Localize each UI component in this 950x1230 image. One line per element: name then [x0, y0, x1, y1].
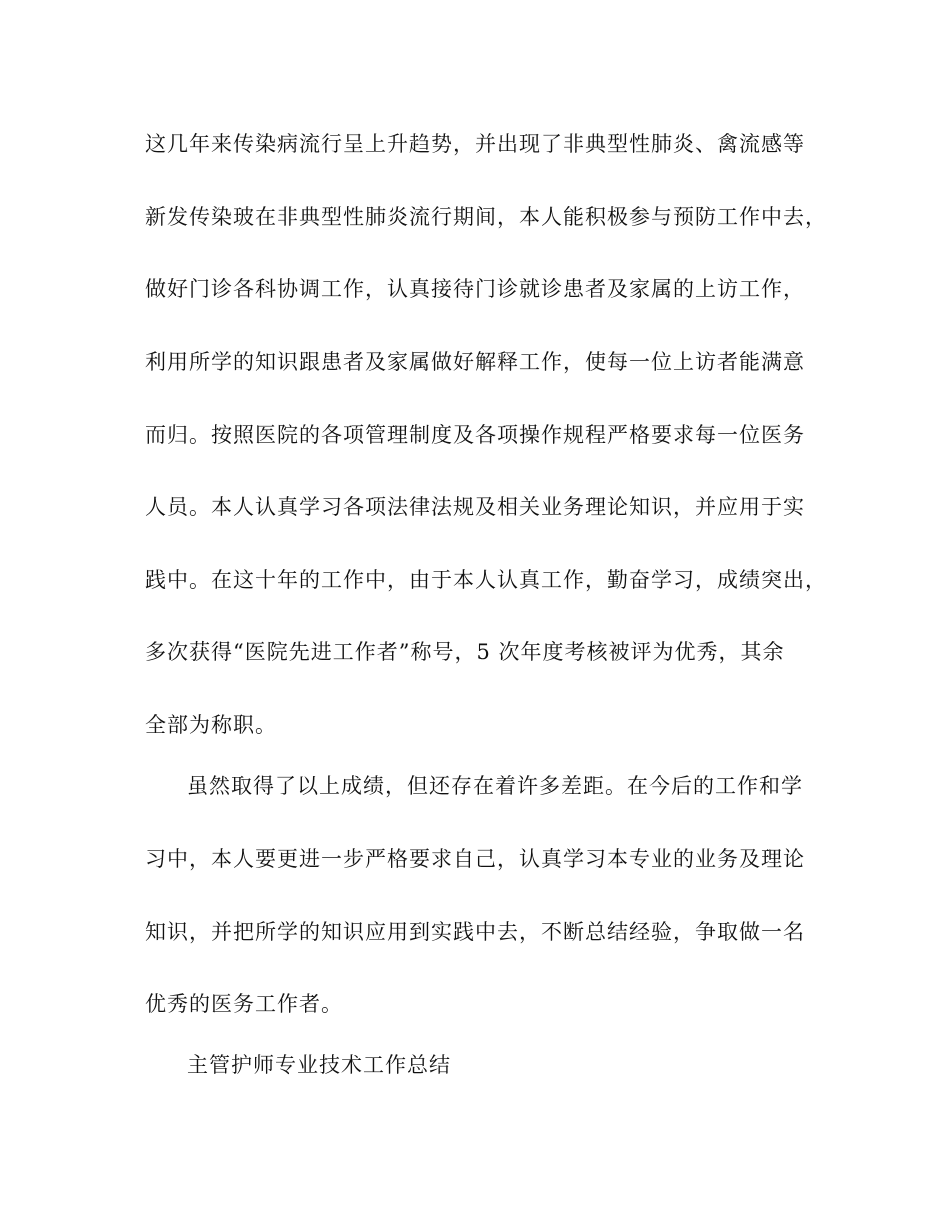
body-text-line: 这几年来传染病流行呈上升趋势，并出现了非典型性肺炎、禽流感等	[145, 132, 805, 156]
body-text-line: 利用所学的知识跟患者及家属做好解释工作，使每一位上访者能满意	[145, 350, 805, 374]
body-text-line: 践中。在这十年的工作中，由于本人认真工作，勤奋学习，成绩突出，	[145, 568, 827, 592]
body-text-line: 全部为称职。	[145, 713, 277, 737]
body-text-line: 习中，本人要更进一步严格要求自己，认真学习本专业的业务及理论	[145, 847, 805, 871]
body-text-line: 新发传染玻在非典型性肺炎流行期间，本人能积极参与预防工作中去，	[145, 205, 827, 229]
body-text-line: 优秀的医务工作者。	[145, 992, 343, 1016]
body-text-line: 虽然取得了以上成绩，但还存在着许多差距。在今后的工作和学	[187, 774, 803, 798]
body-text-line: 多次获得“医院先进工作者”称号，5 次年度考核被评为优秀，其余	[145, 640, 785, 664]
body-text-line: 而归。按照医院的各项管理制度及各项操作规程严格要求每一位医务	[145, 423, 805, 447]
body-text-line: 做好门诊各科协调工作，认真接待门诊就诊患者及家属的上访工作，	[145, 277, 805, 301]
body-text-line: 知识，并把所学的知识应用到实践中去，不断总结经验，争取做一名	[145, 920, 805, 944]
body-text-line: 人员。本人认真学习各项法律法规及相关业务理论知识，并应用于实	[145, 495, 805, 519]
section-heading: 主管护师专业技术工作总结	[187, 1053, 451, 1077]
